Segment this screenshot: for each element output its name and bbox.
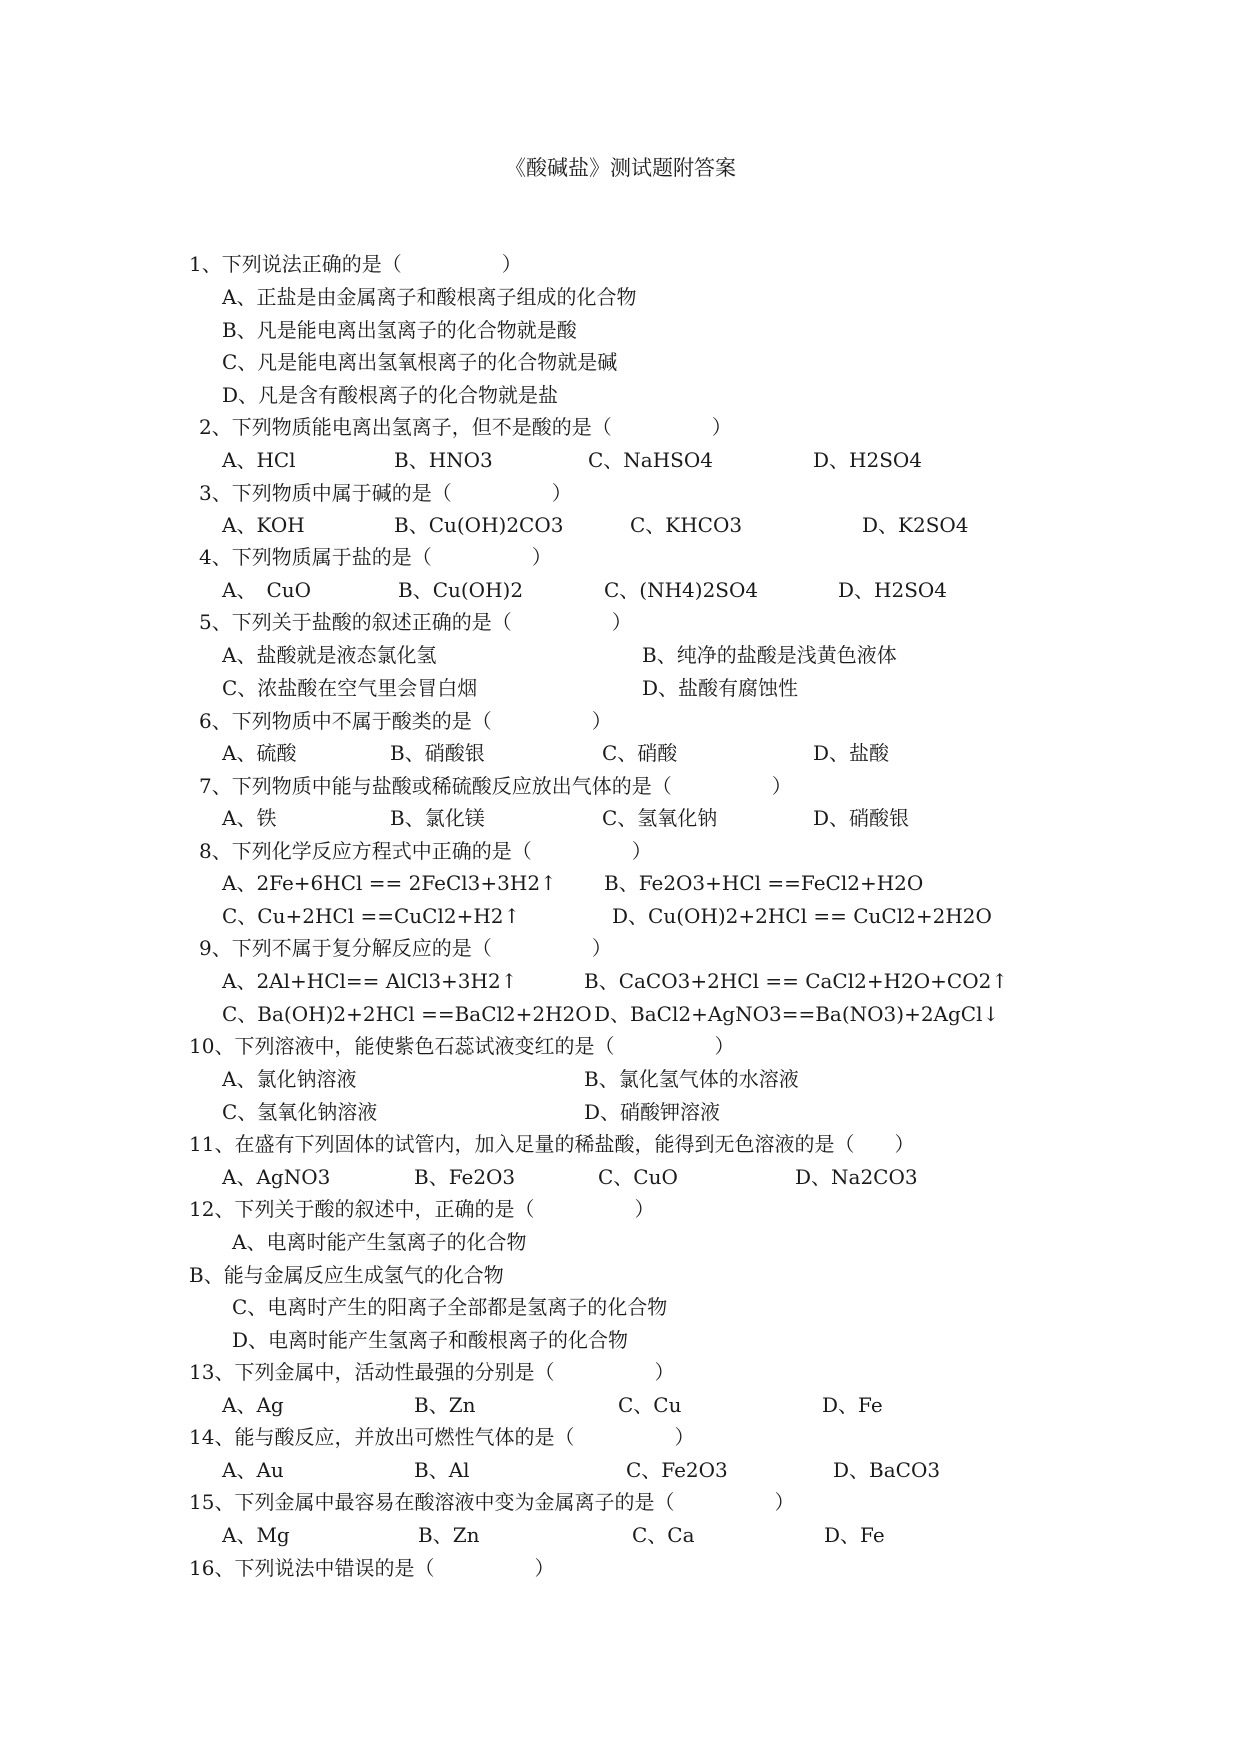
question-9-option-d: D、BaCl2+AgNO3==Ba(NO3)+2AgCl↓ [594,1002,1000,1026]
question-10-option-c: C、氢氧化钠溶液 [222,1100,378,1124]
question-2-option-b: B、HNO3 [394,448,493,472]
question-8-option-a: A、2Fe+6HCl == 2FeCl3+3H2↑ [222,871,557,895]
question-15-option-d: D、Fe [824,1523,885,1547]
question-15-option-c: C、Ca [632,1523,695,1547]
question-4-option-a: A、 CuO [222,578,312,602]
question-6-option-c: C、硝酸 [602,741,678,765]
question-14-option-d: D、BaCO3 [833,1458,941,1482]
question-4-option-b: B、Cu(OH)2 [398,578,524,602]
question-7-option-b: B、氯化镁 [390,806,485,830]
question-5-option-b: B、纯净的盐酸是浅黄色液体 [642,643,897,667]
question-10-stem: 10、下列溶液中，能使紫色石蕊试液变红的是（ ） [189,1034,735,1058]
question-1-option-d: D、凡是含有酸根离子的化合物就是盐 [222,383,559,407]
question-11-option-c: C、CuO [598,1165,678,1189]
question-8-option-b: B、Fe2O3+HCl ==FeCl2+H2O [604,871,924,895]
question-13-option-a: A、Ag [222,1393,284,1417]
question-16-stem: 16、下列说法中错误的是（ ） [189,1556,555,1580]
question-13-option-d: D、Fe [822,1393,883,1417]
question-9-stem: 9、下列不属于复分解反应的是（ ） [199,936,612,960]
question-7-stem: 7、下列物质中能与盐酸或稀硫酸反应放出气体的是（ ） [199,774,792,798]
question-2-stem: 2、下列物质能电离出氢离子，但不是酸的是（ ） [199,415,732,439]
question-9-option-b: B、CaCO3+2HCl == CaCl2+H2O+CO2↑ [584,969,1009,993]
question-11-stem: 11、在盛有下列固体的试管内，加入足量的稀盐酸，能得到无色溶液的是（ ） [189,1132,915,1156]
question-3-option-b: B、Cu(OH)2CO3 [394,513,564,537]
question-12-option-d: D、电离时能产生氢离子和酸根离子的化合物 [232,1328,629,1352]
question-12-option-c: C、电离时产生的阳离子全部都是氢离子的化合物 [232,1295,668,1319]
question-5-option-d: D、盐酸有腐蚀性 [642,676,799,700]
question-12-option-b: B、能与金属反应生成氢气的化合物 [189,1263,504,1287]
question-4-option-d: D、H2SO4 [838,578,948,602]
question-4-option-c: C、(NH4)2SO4 [604,578,759,602]
question-11-option-a: A、AgNO3 [222,1165,331,1189]
question-4-stem: 4、下列物质属于盐的是（ ） [199,545,552,569]
question-1-option-b: B、凡是能电离出氢离子的化合物就是酸 [222,318,577,342]
question-1-option-c: C、凡是能电离出氢氧根离子的化合物就是碱 [222,350,618,374]
question-15-stem: 15、下列金属中最容易在酸溶液中变为金属离子的是（ ） [189,1490,795,1514]
question-15-option-a: A、Mg [222,1523,290,1547]
question-8-stem: 8、下列化学反应方程式中正确的是（ ） [199,839,652,863]
page-title: 《酸碱盐》测试题附答案 [505,156,736,180]
question-2-option-d: D、H2SO4 [813,448,923,472]
question-3-stem: 3、下列物质中属于碱的是（ ） [199,481,572,505]
question-1-option-a: A、正盐是由金属离子和酸根离子组成的化合物 [222,285,637,309]
question-6-option-a: A、硫酸 [222,741,297,765]
question-7-option-c: C、氢氧化钠 [602,806,718,830]
question-11-option-b: B、Fe2O3 [414,1165,516,1189]
question-10-option-d: D、硝酸钾溶液 [584,1100,721,1124]
question-6-option-d: D、盐酸 [813,741,890,765]
question-10-option-b: B、氯化氢气体的水溶液 [584,1067,799,1091]
question-13-option-b: B、Zn [414,1393,476,1417]
question-8-option-d: D、Cu(OH)2+2HCl == CuCl2+2H2O [612,904,992,928]
question-8-option-c: C、Cu+2HCl ==CuCl2+H2↑ [222,904,521,928]
question-3-option-d: D、K2SO4 [862,513,969,537]
question-14-option-a: A、Au [222,1458,284,1482]
question-14-option-b: B、Al [414,1458,470,1482]
question-15-option-b: B、Zn [418,1523,480,1547]
question-12-stem: 12、下列关于酸的叙述中，正确的是（ ） [189,1197,655,1221]
question-9-option-c: C、Ba(OH)2+2HCl ==BaCl2+2H2O [222,1002,592,1026]
question-7-option-d: D、硝酸银 [813,806,910,830]
question-13-option-c: C、Cu [618,1393,682,1417]
question-2-option-a: A、HCl [222,448,296,472]
question-5-stem: 5、下列关于盐酸的叙述正确的是（ ） [199,610,632,634]
question-1-stem: 1、下列说法正确的是（ ） [189,252,522,276]
question-3-option-a: A、KOH [222,513,305,537]
question-13-stem: 13、下列金属中，活动性最强的分别是（ ） [189,1360,675,1384]
question-5-option-a: A、盐酸就是液态氯化氢 [222,643,437,667]
question-5-option-c: C、浓盐酸在空气里会冒白烟 [222,676,478,700]
question-12-option-a: A、电离时能产生氢离子的化合物 [232,1230,527,1254]
question-10-option-a: A、氯化钠溶液 [222,1067,357,1091]
question-3-option-c: C、KHCO3 [630,513,743,537]
question-11-option-d: D、Na2CO3 [795,1165,918,1189]
question-14-option-c: C、Fe2O3 [626,1458,728,1482]
question-9-option-a: A、2Al+HCl== AlCl3+3H2↑ [222,969,518,993]
question-2-option-c: C、NaHSO4 [588,448,713,472]
question-7-option-a: A、铁 [222,806,277,830]
question-6-stem: 6、下列物质中不属于酸类的是（ ） [199,709,612,733]
question-14-stem: 14、能与酸反应，并放出可燃性气体的是（ ） [189,1425,695,1449]
question-6-option-b: B、硝酸银 [390,741,485,765]
